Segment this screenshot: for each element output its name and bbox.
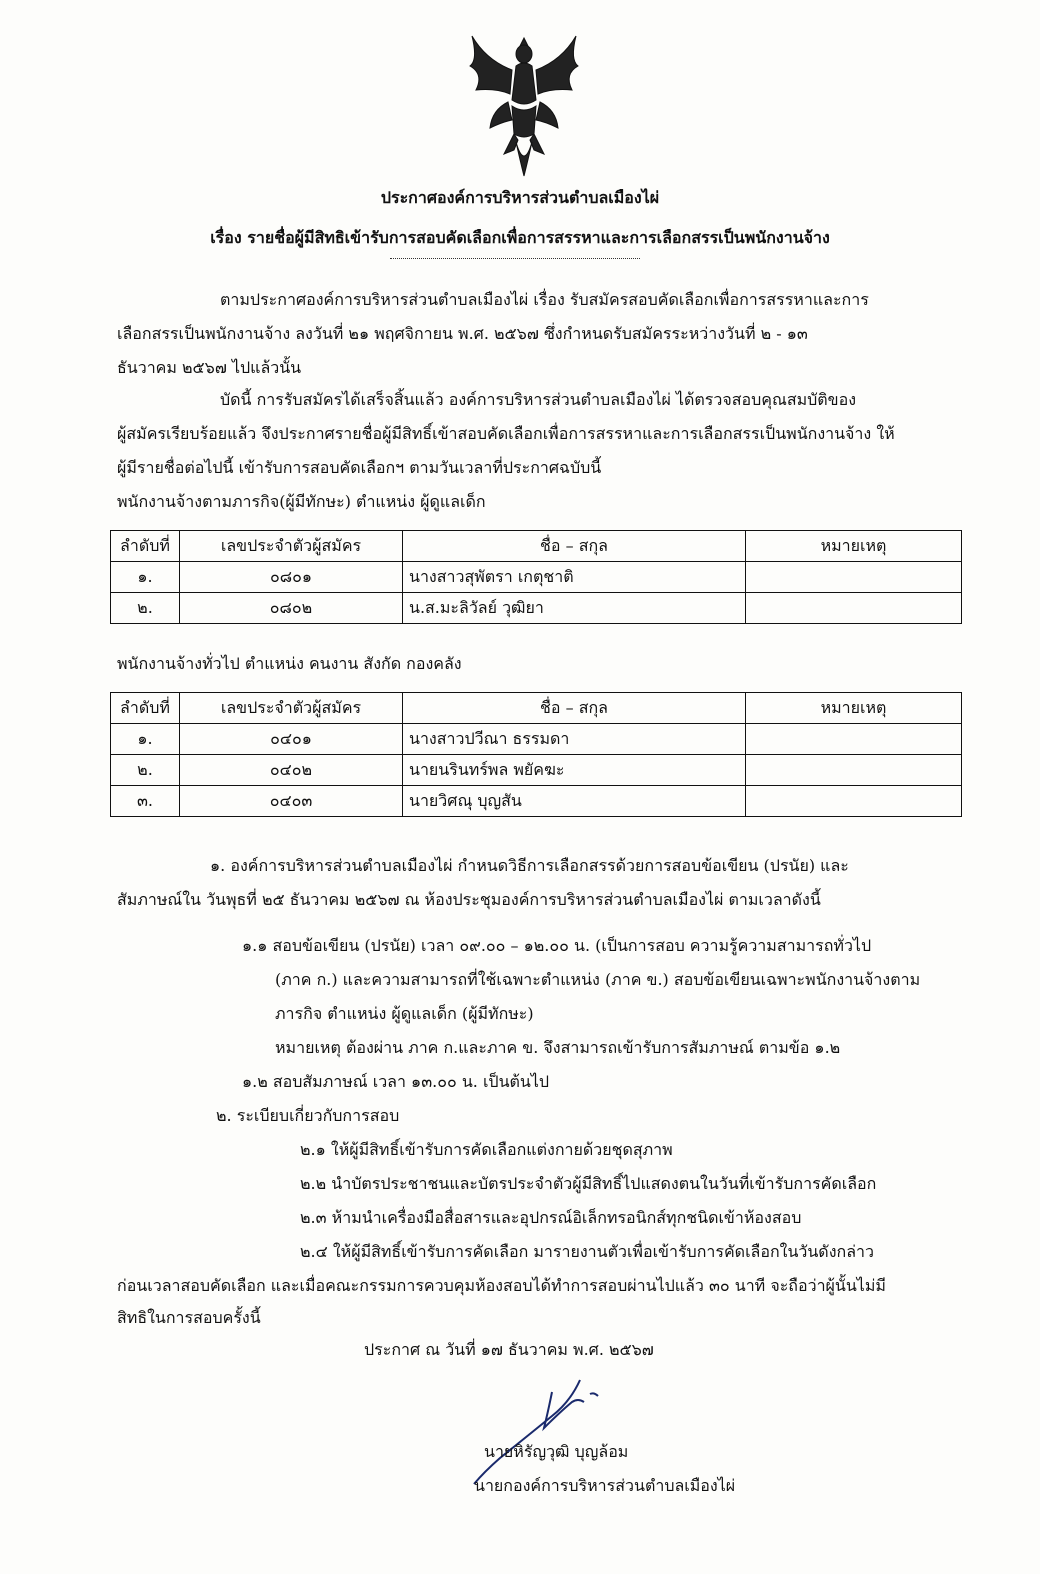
table-row: [111, 786, 962, 817]
item-1-line-2: สัมภาษณ์ใน วันพุธที่ ๒๕ ธันวาคม ๒๕๖๗ ณ ห้องประชุมองค์การบริหารส่วนตำบลเมืองไผ่ ตามเวลาดังนี้: [117, 890, 821, 909]
table-row: [111, 562, 962, 593]
item-1-line-1: ๑. องค์การบริหารส่วนตำบลเมืองไผ่ กำหนดวิธีการเลือกสรรด้วยการสอบข้อเขียน (ปรนัย) และ: [210, 856, 849, 875]
cell-name: นายวิศณุ บุญสัน: [403, 786, 746, 817]
item-2-4-line-1: ๒.๔ ให้ผู้มีสิทธิ์เข้ารับการคัดเลือก มารายงานตัวเพื่อเข้ารับการคัดเลือกในวันดังกล่าว: [300, 1242, 874, 1261]
candidates-table-2: [110, 692, 962, 817]
cell-applicant-id: ๐๔๐๒: [180, 755, 403, 786]
table-row: [111, 724, 962, 755]
paragraph-1-line-3: ธันวาคม ๒๕๖๗ ไปแล้วนั้น: [117, 358, 302, 377]
item-2-4-line-3: สิทธิในการสอบครั้งนี้: [117, 1308, 261, 1327]
cell-remark: [746, 562, 962, 593]
header-order: ลำดับที่: [111, 531, 180, 562]
cell-order: ๑.: [111, 724, 180, 755]
header-applicant-id: เลขประจำตัวผู้สมัคร: [180, 531, 403, 562]
signer-name: นายหิรัญวุฒิ บุญล้อม: [484, 1442, 629, 1461]
cell-applicant-id: ๐๘๐๑: [180, 562, 403, 593]
cell-name: นางสาวสุพัตรา เกตุชาติ: [403, 562, 746, 593]
cell-order: ๑.: [111, 562, 180, 593]
announcement-date: ประกาศ ณ วันที่ ๑๗ ธันวาคม พ.ศ. ๒๕๖๗: [364, 1340, 654, 1359]
paragraph-2-line-2: ผู้สมัครเรียบร้อยแล้ว จึงประกาศรายชื่อผู้มีสิทธิ์เข้าสอบคัดเลือกเพื่อการสรรหาและการเลือกสรรเป็นพนักงานจ้าง ให้: [117, 424, 895, 443]
header-order: ลำดับที่: [111, 693, 180, 724]
cell-name: นางสาวปวีณา ธรรมดา: [403, 724, 746, 755]
item-1-1-line-3: ภารกิจ ตำแหน่ง ผู้ดูแลเด็ก (ผู้มีทักษะ): [275, 1004, 534, 1023]
item-1-1-line-2: (ภาค ก.) และความสามารถที่ใช้เฉพาะตำแหน่ง (ภาค ข.) สอบข้อเขียนเฉพาะพนักงานจ้างตาม: [275, 970, 921, 989]
item-1-1-note: หมายเหตุ ต้องผ่าน ภาค ก.และภาค ข. จึงสามารถเข้ารับการสัมภาษณ์ ตามข้อ ๑.๒: [275, 1038, 841, 1057]
item-2-4-line-2: ก่อนเวลาสอบคัดเลือก และเมื่อคณะกรรมการควบคุมห้องสอบได้ทำการสอบผ่านไปแล้ว ๓๐ นาที จะถือว่าผู้นั้นไม่มี: [117, 1276, 886, 1295]
item-1-1-line-1: ๑.๑ สอบข้อเขียน (ปรนัย) เวลา ๐๙.๐๐ – ๑๒.๐๐ น. (เป็นการสอบ ความรู้ความสามารถทั่วไป: [242, 936, 872, 955]
announcement-subject: เรื่อง รายชื่อผู้มีสิทธิเข้ารับการสอบคัดเลือกเพื่อการสรรหาและการเลือกสรรเป็นพนักงานจ้าง: [210, 228, 830, 247]
table-row: [111, 593, 962, 624]
paragraph-1-line-2: เลือกสรรเป็นพนักงานจ้าง ลงวันที่ ๒๑ พฤศจิกายน พ.ศ. ๒๕๖๗ ซึ่งกำหนดรับสมัครระหว่างวันที่ ๒ - ๑๓: [117, 324, 808, 343]
paragraph-2-line-1: บัดนี้ การรับสมัครได้เสร็จสิ้นแล้ว องค์การบริหารส่วนตำบลเมืองไผ่ ได้ตรวจสอบคุณสมบัติของ: [220, 390, 857, 409]
garuda-emblem: [462, 30, 586, 180]
section-1-heading: พนักงานจ้างตามภารกิจ(ผู้มีทักษะ) ตำแหน่ง ผู้ดูแลเด็ก: [117, 492, 486, 511]
item-1-2: ๑.๒ สอบสัมภาษณ์ เวลา ๑๓.๐๐ น. เป็นต้นไป: [242, 1072, 550, 1091]
cell-remark: [746, 593, 962, 624]
item-2-2: ๒.๒ นำบัตรประชาชนและบัตรประจำตัวผู้มีสิทธิ์ไปแสดงตนในวันที่เข้ารับการคัดเลือก: [300, 1174, 877, 1193]
cell-remark: [746, 755, 962, 786]
table-row: [111, 755, 962, 786]
cell-name: น.ส.มะลิวัลย์ วุฒิยา: [403, 593, 746, 624]
signer-position: นายกองค์การบริหารส่วนตำบลเมืองไผ่: [474, 1476, 736, 1495]
announcement-title: ประกาศองค์การบริหารส่วนตำบลเมืองไผ่: [380, 188, 660, 207]
table-header-row: [111, 693, 962, 724]
paragraph-1-line-1: ตามประกาศองค์การบริหารส่วนตำบลเมืองไผ่ เรื่อง รับสมัครสอบคัดเลือกเพื่อการสรรหาและการ: [220, 290, 869, 309]
cell-order: ๒.: [111, 593, 180, 624]
header-name: ชื่อ – สกุล: [403, 531, 746, 562]
candidates-table-1: [110, 530, 962, 624]
cell-applicant-id: ๐๔๐๑: [180, 724, 403, 755]
header-applicant-id: เลขประจำตัวผู้สมัคร: [180, 693, 403, 724]
table-header-row: [111, 531, 962, 562]
cell-remark: [746, 786, 962, 817]
section-2-heading: พนักงานจ้างทั่วไป ตำแหน่ง คนงาน สังกัด กองคลัง: [117, 654, 462, 673]
cell-order: ๓.: [111, 786, 180, 817]
cell-applicant-id: ๐๔๐๓: [180, 786, 403, 817]
header-name: ชื่อ – สกุล: [403, 693, 746, 724]
header-remark: หมายเหตุ: [746, 693, 962, 724]
cell-applicant-id: ๐๘๐๒: [180, 593, 403, 624]
item-2: ๒. ระเบียบเกี่ยวกับการสอบ: [216, 1106, 400, 1125]
cell-name: นายนรินทร์พล พยัคฆะ: [403, 755, 746, 786]
item-2-3: ๒.๓ ห้ามนำเครื่องมือสื่อสารและอุปกรณ์อิเล็กทรอนิกส์ทุกชนิดเข้าห้องสอบ: [300, 1208, 802, 1227]
header-remark: หมายเหตุ: [746, 531, 962, 562]
cell-order: ๒.: [111, 755, 180, 786]
paragraph-2-line-3: ผู้มีรายชื่อต่อไปนี้ เข้ารับการสอบคัดเลือกฯ ตามวันเวลาที่ประกาศฉบับนี้: [117, 458, 602, 477]
dotted-divider: [390, 258, 640, 259]
signature: [460, 1372, 610, 1492]
cell-remark: [746, 724, 962, 755]
item-2-1: ๒.๑ ให้ผู้มีสิทธิ์เข้ารับการคัดเลือกแต่งกายด้วยชุดสุภาพ: [300, 1140, 673, 1159]
